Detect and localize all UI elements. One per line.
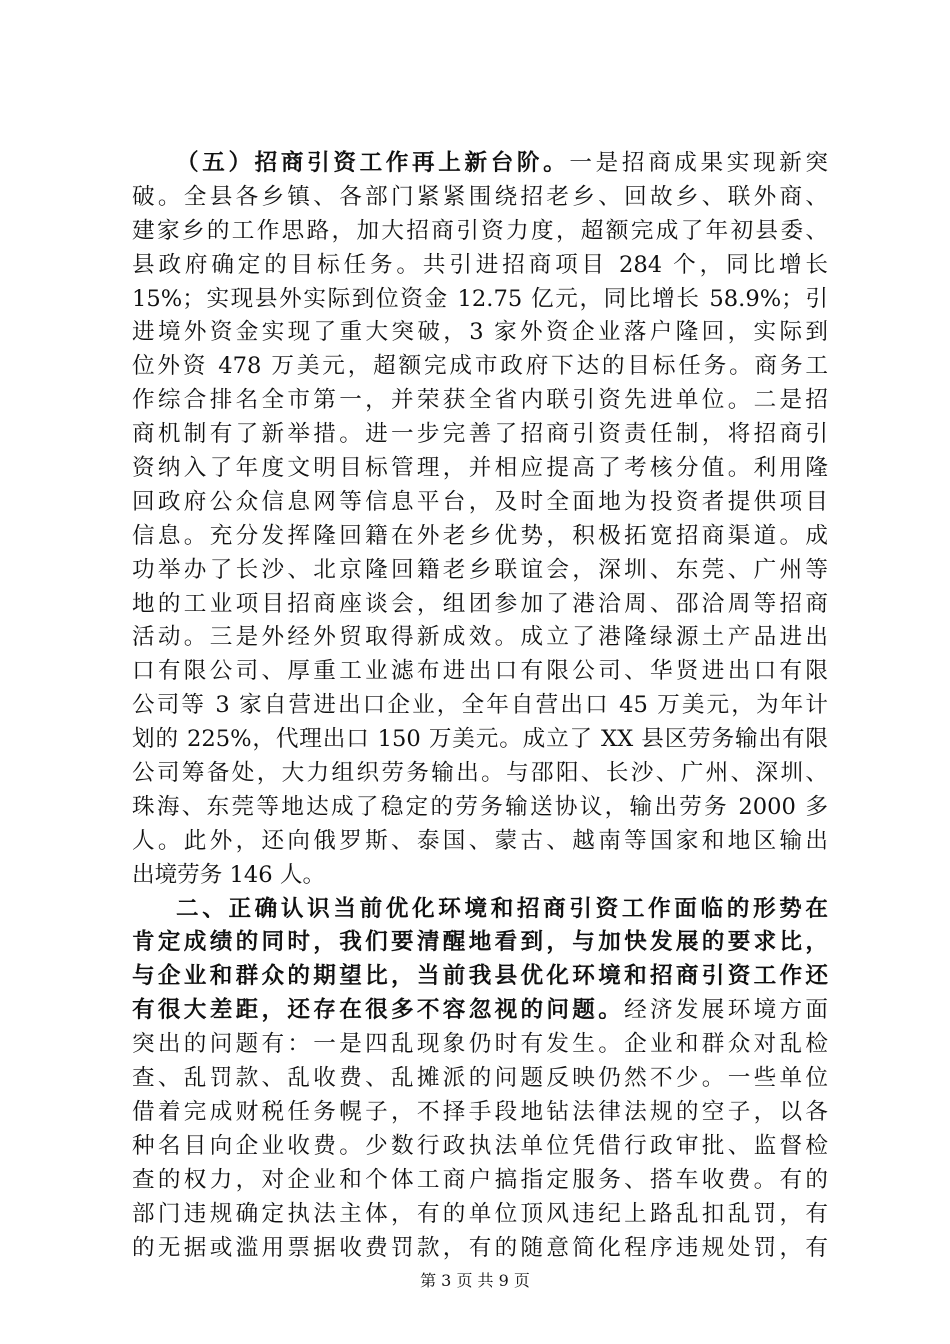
text-segment: 地的工业项目招商座谈会，组团参加了港洽周、邵洽周等招商 bbox=[132, 590, 828, 617]
text-segment: 借着完成财税任务幌子，不择手段地钻法律法规的空子，以各 bbox=[132, 1098, 828, 1125]
text-segment: 活动。三是外经外贸取得新成效。成立了港隆绿源土产品进出 bbox=[132, 624, 828, 651]
text-segment: 的无据或滥用票据收费罚款，有的随意简化程序违规处罚，有 bbox=[132, 1234, 828, 1261]
text-segment: 珠海、东莞等地达成了稳定的劳务输送协议，输出劳务 2000 多 bbox=[132, 793, 828, 820]
text-segment: 商机制有了新举措。进一步完善了招商引资责任制，将招商引 bbox=[132, 421, 828, 448]
text-line bbox=[132, 825, 828, 859]
text-line bbox=[132, 1096, 828, 1130]
text-line bbox=[132, 1232, 828, 1266]
text-segment: 部门违规确定执法主体，有的单位顶风违纪上路乱扣乱罚，有 bbox=[132, 1200, 828, 1227]
text-segment: 功举办了长沙、北京隆回籍老乡联谊会，深圳、东莞、广州等 bbox=[132, 556, 828, 583]
bold-text-segment: 肯定成绩的同时，我们要清醒地看到，与加快发展的要求比， bbox=[132, 929, 828, 956]
text-line bbox=[132, 588, 828, 622]
text-line bbox=[132, 384, 828, 418]
text-line bbox=[132, 249, 828, 283]
text-line bbox=[132, 452, 828, 486]
text-segment: 种名目向企业收费。少数行政执法单位凭借行政审批、监督检 bbox=[132, 1132, 828, 1159]
text-segment: 人。此外，还向俄罗斯、泰国、蒙古、越南等国家和地区输出 bbox=[132, 827, 828, 854]
text-line bbox=[132, 926, 828, 960]
text-segment: 15%；实现县外实际到位资金 12.75 亿元，同比增长 58.9%；引 bbox=[132, 285, 828, 312]
text-line bbox=[132, 757, 828, 791]
text-line bbox=[132, 1164, 828, 1198]
bold-text-segment: 有很大差距，还存在很多不容忽视的问题。 bbox=[132, 997, 625, 1024]
text-line bbox=[132, 283, 828, 317]
text-segment: 进境外资金实现了重大突破，3 家外资企业落户隆回，实际到 bbox=[132, 319, 828, 346]
text-line bbox=[132, 1062, 828, 1096]
bold-text-segment: 与企业和群众的期望比，当前我县优化环境和招商引资工作还 bbox=[132, 963, 828, 990]
text-line bbox=[132, 723, 828, 757]
text-segment: 公司等 3 家自营进出口企业，全年自营出口 45 万美元，为年计 bbox=[132, 692, 828, 719]
text-segment: 经济发展环境方面 bbox=[624, 997, 828, 1024]
text-line bbox=[132, 960, 828, 994]
text-line bbox=[132, 316, 828, 350]
text-segment: 信息。充分发挥隆回籍在外老乡优势，积极拓宽招商渠道。成 bbox=[132, 522, 828, 549]
text-line bbox=[132, 1028, 828, 1062]
text-segment: 回政府公众信息网等信息平台，及时全面地为投资者提供项目 bbox=[132, 488, 828, 515]
text-segment: 公司筹备处，大力组织劳务输出。与邵阳、长沙、广州、深圳、 bbox=[132, 760, 828, 787]
text-line bbox=[132, 486, 828, 520]
text-segment: 口有限公司、厚重工业滤布进出口有限公司、华贤进出口有限 bbox=[132, 658, 828, 685]
text-line bbox=[132, 994, 828, 1028]
text-line bbox=[132, 859, 828, 893]
text-line bbox=[132, 689, 828, 723]
text-line bbox=[132, 1130, 828, 1164]
text-segment: 破。全县各乡镇、各部门紧紧围绕招老乡、回故乡、联外商、 bbox=[132, 183, 828, 210]
page-footer: 第 3 页 共 9 页 bbox=[420, 1271, 530, 1290]
text-segment: 查、乱罚款、乱收费、乱摊派的问题反映仍然不少。一些单位 bbox=[132, 1065, 828, 1092]
text-line bbox=[132, 621, 828, 655]
text-line bbox=[132, 418, 828, 452]
text-line bbox=[132, 520, 828, 554]
text-segment: 查的权力，对企业和个体工商户搞指定服务、搭车收费。有的 bbox=[132, 1166, 828, 1193]
text-segment: 建家乡的工作思路，加大招商引资力度，超额完成了年初县委、 bbox=[132, 217, 828, 244]
text-line bbox=[132, 655, 828, 689]
text-line bbox=[132, 181, 828, 215]
bold-text-segment: （五）招商引资工作再上新台阶。 bbox=[176, 150, 570, 176]
document-body bbox=[132, 147, 828, 1265]
text-line bbox=[132, 791, 828, 825]
text-segment: 出境劳务 146 人。 bbox=[132, 861, 326, 888]
text-line bbox=[132, 1198, 828, 1232]
text-line bbox=[132, 215, 828, 249]
text-line bbox=[132, 350, 828, 384]
bold-text-segment: 二、正确认识当前优化环境和招商引资工作面临的形势在 bbox=[176, 895, 828, 922]
text-segment: 作综合排名全市第一，并荣获全省内联引资先进单位。二是招 bbox=[132, 387, 828, 414]
text-segment: 县政府确定的目标任务。共引进招商项目 284 个，同比增长 bbox=[132, 251, 828, 278]
text-line bbox=[132, 554, 828, 588]
text-segment: 划的 225%，代理出口 150 万美元。成立了 XX 县区劳务输出有限 bbox=[132, 726, 828, 753]
text-segment: 资纳入了年度文明目标管理，并相应提高了考核分值。利用隆 bbox=[132, 455, 828, 482]
text-segment: 突出的问题有：一是四乱现象仍时有发生。企业和群众对乱检 bbox=[132, 1031, 828, 1058]
text-line bbox=[132, 147, 828, 181]
text-segment: 位外资 478 万美元，超额完成市政府下达的目标任务。商务工 bbox=[132, 353, 828, 380]
text-segment: 一是招商成果实现新突 bbox=[569, 150, 828, 176]
text-line bbox=[132, 893, 828, 927]
